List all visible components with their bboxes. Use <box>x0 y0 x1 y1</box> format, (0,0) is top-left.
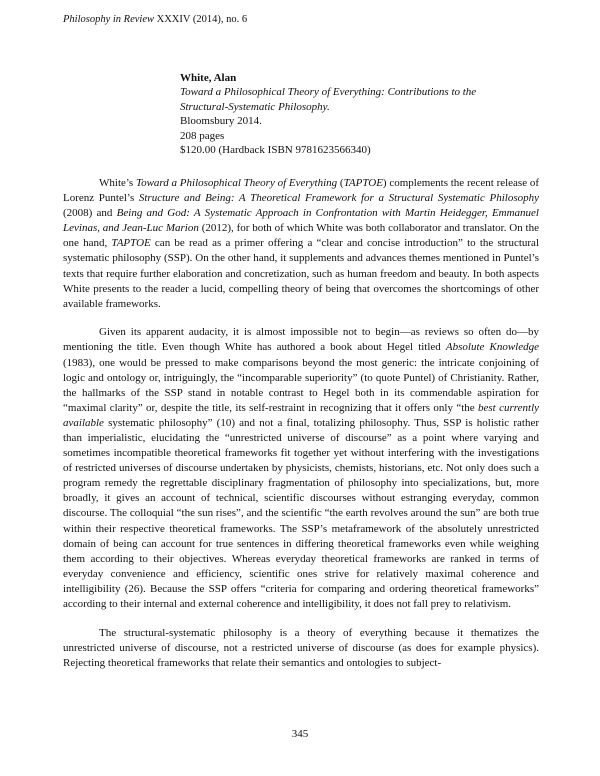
italic-run: Being and God: A Systematic Approach in Confrontation with Martin Heidegger, Emmanuel Levinas, and Jean-Luc Marion <box>63 207 539 235</box>
italic-run: TAPTOE <box>343 177 383 189</box>
paragraph-3 <box>63 626 539 671</box>
running-header <box>63 14 247 25</box>
book-publisher: Bloomsbury 2014. <box>180 115 262 128</box>
book-pages: 208 pages <box>180 129 225 142</box>
book-title-line-1: Toward a Philosophical Theory of Everything: Contributions to the <box>180 86 477 99</box>
italic-run: TAPTOE <box>111 237 151 250</box>
italic-run: Structure and Being: A Theoretical Framework for a Structural Systematic Philosophy <box>138 192 539 205</box>
journal-name: Philosophy in Review <box>63 14 154 25</box>
book-price: $120.00 (Hardback ISBN 9781623566340) <box>180 144 371 157</box>
page-number: 345 <box>291 728 309 740</box>
review-body <box>63 176 539 671</box>
text-run: (2008) and <box>63 207 117 220</box>
italic-run: Absolute Knowledge <box>445 341 539 354</box>
paragraph-1 <box>63 176 539 312</box>
book-author: White, Alan <box>180 72 237 84</box>
text-run: White’s <box>99 177 136 189</box>
text-run: ( <box>337 177 344 189</box>
text-run: (2012), for both of which White was both collaborator and translator. On the one hand, <box>63 222 539 250</box>
text-run: can be read as a primer offering a “clear and concise introduction” to the structural systematic philosophy (SSP). On the other hand, it supplements and advances themes mentioned in Puntel’s texts that require further elaboration and concretization, such as human freedom and beauty. In both aspects White presents to the reader a lucid, compelling theory of being that overcomes the shortcomings of other available frameworks. <box>63 237 539 310</box>
text-run: (1983), one would be pressed to make comparisons beyond the most generic: the intricate conjoining of logic and ontology or, intriguingly, the “incomparable superiority” (to quote Puntel) of Christianity. Rather, the hallmarks of the SSP stand in notable contrast to Hegel both in its commendable aspiration for “maximal clarity” or, despite the title, its self-restraint in recognizing that it offers only “the <box>63 356 539 414</box>
journal-issue: XXXIV (2014), no. 6 <box>153 14 248 25</box>
italic-run: Toward a Philosophical Theory of Everything <box>135 177 338 189</box>
text-run: systematic philosophy” (10) and not a final, totalizing philosophy. Thus, SSP is holistic rather than imperialistic, elucidating the “unrestricted universe of discourse” as a point where varying and sometimes incompatible theoretical frameworks fit together yet without interfering with the investigations of restricted universes of discourse undertaken by physicists, chemists, historians, etc. Not only does such a program remedy the regrettable disciplinary fragmentation of philosophy into specializations, but, more broadly, it gives an account of technical, scientific discourses without estranging everyday, common discourse. The colloquial “the sun rises”, and the scientific “the earth revolves around the sun” are both true within their respective theoretical frameworks. The SSP’s metaframework of the absolutely unrestricted domain of being can account for true sentences in differing theoretical frameworks even while weighing them according to their objectives. Whereas everyday theoretical frameworks are ranked in terms of everyday convenience and efficiency, scientific ones strive for relatively maximal coherence and intelligibility (26). Because the SSP offers “criteria for comparing and ordering theoretical frameworks” according to their internal and external coherence and intelligibility, it does not fall prey to relativism. <box>63 416 539 611</box>
text-run: Given its apparent audacity, it is almost impossible not to begin—as reviews so often do—by mentioning the title. Even though White has authored a book about Hegel titled <box>63 326 539 354</box>
text-run: ) complements the recent release of Lorenz Puntel’s <box>63 177 540 205</box>
paragraph-2 <box>63 325 539 612</box>
text-run: The structural-systematic philosophy is a theory of everything because it thematizes the unrestricted universe of discourse, not a restricted universe of discourse (as does for example physics). Rejecting theoretical frameworks that relate their semantics and ontologies to subject- <box>63 626 539 669</box>
italic-run: best currently available <box>63 401 540 429</box>
book-title-line-2: Structural-Systematic Philosophy. <box>180 100 330 113</box>
bibliographic-entry <box>180 71 540 157</box>
